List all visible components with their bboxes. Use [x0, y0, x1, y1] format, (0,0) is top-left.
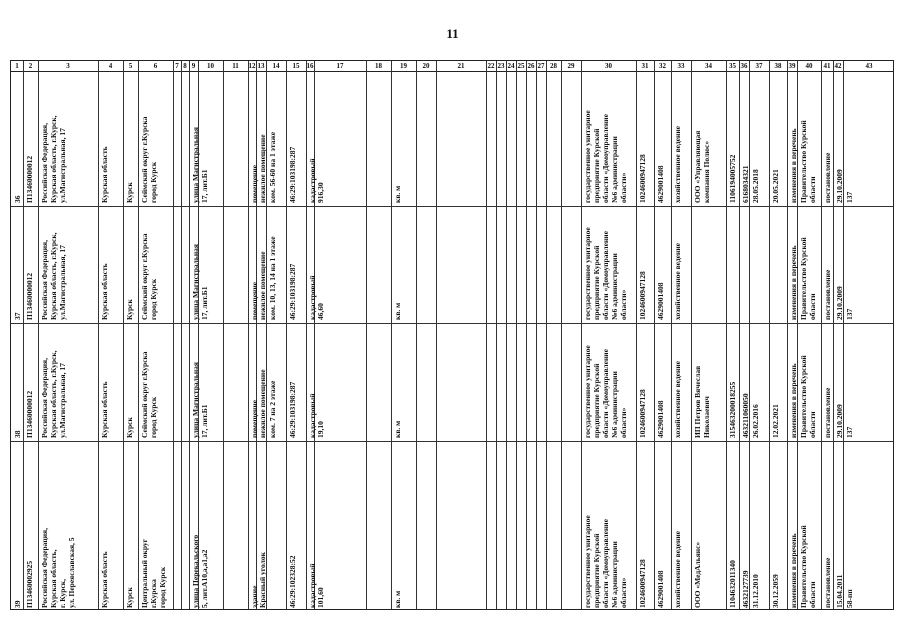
record-cadastral: 46:29:103198:287	[288, 381, 297, 438]
column-divider	[516, 61, 517, 609]
record-district: город Курск	[149, 278, 158, 320]
record-holder: области»	[619, 289, 628, 320]
record-contract_end: 12.02.2021	[771, 404, 780, 438]
record-type: здание	[250, 585, 259, 608]
column-number-10: 10	[207, 62, 214, 70]
record-street: улица Магистральная	[191, 127, 200, 203]
column-divider	[739, 61, 740, 609]
column-number-11: 11	[232, 62, 239, 70]
record-name: нежилое помещение	[258, 369, 267, 438]
record-unit: кв. м	[393, 302, 402, 320]
record-address: Российская Федерация,	[40, 123, 49, 203]
record-authority: Правительство Курской	[799, 355, 808, 438]
record-holder: области «Домоуправление	[601, 231, 610, 320]
record-district: Сеймский округ г.Курска	[140, 116, 149, 203]
column-divider	[23, 61, 24, 609]
record-region: Курская область	[100, 381, 109, 438]
record-district: Сеймский округ г.Курска	[140, 351, 149, 438]
record-name: Красный уголок	[258, 552, 267, 608]
column-number-25: 25	[517, 62, 525, 70]
column-number-23: 23	[497, 62, 505, 70]
record-city: Курск	[125, 417, 134, 438]
column-number-12: 12	[248, 62, 256, 70]
record-house: 17, лит.Б1	[200, 286, 209, 320]
record-authority: области	[808, 581, 817, 608]
column-divider	[561, 61, 562, 609]
record-act_date: 29.10.2009	[835, 404, 844, 438]
column-divider	[671, 61, 672, 609]
record-name: нежилое помещение	[258, 251, 267, 320]
column-divider	[654, 61, 655, 609]
column-divider	[581, 61, 582, 609]
record-city: Курск	[125, 587, 134, 608]
column-divider	[138, 61, 139, 609]
record-cadastral_type: кадастровый	[308, 393, 317, 438]
column-number-6: 6	[153, 62, 158, 70]
record-authority: области	[808, 411, 817, 438]
column-divider	[306, 61, 307, 609]
record-code: П13460000012	[25, 155, 34, 203]
record-act_date: 29.10.2009	[835, 169, 844, 203]
record-tenant: ООО «Управляющая	[693, 130, 702, 203]
record-city: Курск	[125, 299, 134, 320]
record-tenant: ИП Петров Вячеслав	[693, 365, 702, 438]
record-address: Российская Федерация,	[40, 358, 49, 438]
record-cadastral: 46:29:102328:52	[288, 555, 297, 608]
column-divider	[496, 61, 497, 609]
column-number-30: 30	[605, 62, 612, 70]
record-holder: №6 администрации	[610, 371, 619, 438]
record-area: 101,60	[316, 587, 325, 608]
record-code: П13460000012	[25, 390, 34, 438]
record-contract_start: 26.02.2016	[751, 404, 760, 438]
column-divider	[506, 61, 507, 609]
record-act_no: 137	[845, 308, 854, 320]
record-unit: кв. м	[393, 590, 402, 608]
record-inn: 4629001408	[656, 570, 665, 608]
column-number-37: 37	[755, 62, 763, 70]
record-code: П13460000012	[25, 272, 34, 320]
record-authority: Правительство Курской	[799, 525, 808, 608]
record-change: изменения в перечень	[789, 363, 798, 438]
row-divider	[11, 441, 893, 442]
column-divider	[248, 61, 249, 609]
record-authority: области	[808, 293, 817, 320]
record-change: изменения в перечень	[789, 533, 798, 608]
record-no: 37	[13, 312, 22, 320]
column-divider	[189, 61, 190, 609]
record-contract_end: 20.05.2021	[771, 169, 780, 203]
column-divider	[843, 61, 844, 609]
record-holder: предприятие Курской	[592, 128, 601, 203]
record-type: помещение	[250, 400, 259, 438]
record-tenant: Николаевич	[702, 396, 711, 438]
column-number-14: 14	[272, 62, 280, 70]
record-ogrn: 1024600947128	[638, 271, 647, 320]
record-holder: области»	[619, 407, 628, 438]
record-area: 916,30	[316, 182, 325, 203]
column-number-13: 13	[257, 62, 265, 70]
record-holder: области»	[619, 577, 628, 608]
record-holder: государственное унитарное	[583, 345, 592, 438]
column-number-26: 26	[527, 62, 535, 70]
record-holder: №6 администрации	[610, 541, 619, 608]
record-ogrn: 1024600947128	[638, 559, 647, 608]
record-holder: предприятие Курской	[592, 245, 601, 320]
record-tenant: ООО «МедАльянс»	[693, 541, 702, 608]
record-district: город Курск	[149, 161, 158, 203]
column-number-7: 7	[175, 62, 179, 70]
record-holder: государственное унитарное	[583, 515, 592, 608]
column-number-40: 40	[805, 62, 813, 70]
record-act_no: 58-пп	[845, 589, 854, 608]
column-number-header	[11, 61, 893, 72]
record-unit: кв. м	[393, 420, 402, 438]
record-house: 5, лит.А10,а,а1,а2	[200, 549, 209, 608]
record-inn: 4629001408	[656, 165, 665, 203]
record-cadastral_type: кадастровый	[308, 563, 317, 608]
column-divider	[787, 61, 788, 609]
column-number-39: 39	[788, 62, 796, 70]
record-cadastral_type: кадастровый	[308, 158, 317, 203]
column-divider	[416, 61, 417, 609]
record-address: ул.Магистральная, 17	[58, 128, 67, 203]
record-address: Курская область, г.Курск,	[49, 232, 58, 320]
record-inn: 4629001408	[656, 282, 665, 320]
column-number-22: 22	[487, 62, 495, 70]
record-district: Центральный округ	[140, 538, 149, 608]
record-act_type: постановление	[823, 387, 832, 438]
column-number-43: 43	[865, 62, 873, 70]
column-number-18: 18	[375, 62, 382, 70]
record-act_type: постановление	[823, 269, 832, 320]
column-divider	[833, 61, 834, 609]
column-divider	[436, 61, 437, 609]
record-cadastral_type: кадастровый	[308, 275, 317, 320]
column-divider	[526, 61, 527, 609]
row-divider	[11, 206, 893, 207]
record-tenant_ogrn: 315463200018255	[728, 381, 737, 438]
column-number-38: 38	[774, 62, 782, 70]
record-holder: области «Домоуправление	[601, 519, 610, 608]
record-act_date: 29.10.2009	[835, 286, 844, 320]
column-divider	[636, 61, 637, 609]
record-authority: области	[808, 176, 817, 203]
record-cadastral: 46:29:103198:287	[288, 263, 297, 320]
record-contract_start: 28.05.2018	[751, 169, 760, 203]
record-district: город Курск	[149, 396, 158, 438]
record-authority: Правительство Курской	[799, 237, 808, 320]
property-register-table	[10, 60, 894, 610]
record-no: 39	[13, 600, 22, 608]
column-number-33: 33	[677, 62, 685, 70]
record-region: Курская область	[100, 551, 109, 608]
column-number-29: 29	[567, 62, 575, 70]
record-name: нежилое помещение	[258, 134, 267, 203]
record-holder: области «Домоуправление	[601, 349, 610, 438]
record-area: 19,10	[316, 421, 325, 438]
column-number-16: 16	[306, 62, 314, 70]
record-street: улица Магистральная	[191, 244, 200, 320]
column-divider	[391, 61, 392, 609]
record-tenant: компания Полюс»	[702, 140, 711, 203]
column-divider	[546, 61, 547, 609]
record-no: 36	[13, 195, 22, 203]
record-right: хозяйственное ведение	[673, 243, 682, 320]
record-house: 17, лит.Б1	[200, 404, 209, 438]
record-no: 38	[13, 430, 22, 438]
column-divider	[821, 61, 822, 609]
record-act_date: 15.04.2011	[835, 574, 844, 608]
record-area: 46,60	[316, 303, 325, 320]
record-rooms: ком. 56-60 на 1 этаже	[268, 131, 277, 203]
record-change: изменения в перечень	[789, 128, 798, 203]
record-tenant_inn: 6168034321	[741, 165, 750, 203]
column-number-35: 35	[729, 62, 736, 70]
column-divider	[486, 61, 487, 609]
record-address: Курская область, г.Курск,	[49, 115, 58, 203]
record-holder: государственное унитарное	[583, 110, 592, 203]
record-address: ул.Магистральная, 17	[58, 363, 67, 438]
record-holder: №6 администрации	[610, 253, 619, 320]
record-type: помещение	[250, 282, 259, 320]
record-code: П13460002925	[25, 560, 34, 608]
record-act_type: постановление	[823, 557, 832, 608]
column-divider	[256, 61, 257, 609]
column-number-32: 32	[659, 62, 666, 70]
column-number-8: 8	[183, 62, 187, 70]
record-region: Курская область	[100, 146, 109, 203]
record-district: город Курск	[158, 566, 167, 608]
record-district: г.Курска	[149, 579, 158, 608]
column-number-17: 17	[336, 62, 344, 70]
record-holder: №6 администрации	[610, 136, 619, 203]
column-divider	[181, 61, 182, 609]
record-inn: 4629001408	[656, 400, 665, 438]
column-number-31: 31	[641, 62, 649, 70]
column-number-42: 42	[834, 62, 842, 70]
column-divider	[726, 61, 727, 609]
column-number-2: 2	[28, 62, 33, 70]
record-right: хозяйственное ведение	[673, 126, 682, 203]
record-address: Курская область, г.Курск,	[49, 350, 58, 438]
record-act_no: 137	[845, 191, 854, 203]
record-act_no: 137	[845, 426, 854, 438]
record-address: ул.Магистральная, 17	[58, 245, 67, 320]
column-number-20: 20	[422, 62, 430, 70]
record-ogrn: 1024600947128	[638, 154, 647, 203]
column-number-21: 21	[457, 62, 465, 70]
column-divider	[98, 61, 99, 609]
record-region: Курская область	[100, 263, 109, 320]
record-tenant_inn: 4632127739	[741, 570, 750, 608]
record-contract_end: 30.12.2059	[771, 574, 780, 608]
column-number-41: 41	[823, 62, 831, 70]
column-divider	[314, 61, 315, 609]
record-holder: области «Домоуправление	[601, 114, 610, 203]
record-authority: Правительство Курской	[799, 120, 808, 203]
column-number-24: 24	[507, 62, 515, 70]
record-address: Курская область,	[49, 549, 58, 608]
column-divider	[286, 61, 287, 609]
column-divider	[691, 61, 692, 609]
column-number-3: 3	[66, 62, 70, 70]
column-number-15: 15	[292, 62, 300, 70]
column-divider	[536, 61, 537, 609]
record-tenant_ogrn: 1104632011340	[728, 560, 737, 608]
record-type: помещение	[250, 165, 259, 203]
record-house: 17, лит.Б1	[200, 169, 209, 203]
record-right: хозяйственное ведение	[673, 361, 682, 438]
column-number-19: 19	[400, 62, 407, 70]
column-divider	[223, 61, 224, 609]
column-number-1: 1	[15, 62, 19, 70]
column-divider	[749, 61, 750, 609]
record-ogrn: 1024600947128	[638, 389, 647, 438]
record-city: Курск	[125, 182, 134, 203]
row-divider	[11, 323, 893, 324]
record-rooms: ком. 7 на 2 этаже	[268, 380, 277, 438]
record-street: улица Перекальского	[191, 534, 200, 608]
record-act_type: постановление	[823, 152, 832, 203]
record-address: Российская Федерация,	[40, 528, 49, 608]
page-number: 11	[446, 26, 459, 41]
column-divider	[769, 61, 770, 609]
column-number-34: 34	[705, 62, 712, 70]
record-holder: предприятие Курской	[592, 533, 601, 608]
record-holder: государственное унитарное	[583, 227, 592, 320]
record-contract_start: 31.12.2010	[751, 574, 760, 608]
record-address: г. Курск,	[58, 578, 67, 608]
record-unit: кв. м	[393, 185, 402, 203]
record-address: ул. Переяславская, 5	[67, 537, 76, 608]
column-number-28: 28	[550, 62, 557, 70]
column-divider	[38, 61, 39, 609]
record-right: хозяйственное ведение	[673, 531, 682, 608]
column-number-5: 5	[128, 62, 133, 70]
column-divider	[173, 61, 174, 609]
record-address: Российская Федерация,	[40, 240, 49, 320]
record-holder: предприятие Курской	[592, 363, 601, 438]
column-number-36: 36	[740, 62, 748, 70]
column-number-27: 27	[537, 62, 545, 70]
record-district: Сеймский округ г.Курска	[140, 233, 149, 320]
record-tenant_inn: 463211060050	[741, 393, 750, 438]
record-street: улица Магистральная	[191, 362, 200, 438]
record-tenant_ogrn: 1106194005752	[728, 154, 737, 203]
column-divider	[123, 61, 124, 609]
column-divider	[366, 61, 367, 609]
record-holder: области»	[619, 172, 628, 203]
record-cadastral: 46:29:103198:287	[288, 146, 297, 203]
record-change: изменения в перечень	[789, 245, 798, 320]
column-number-4: 4	[108, 62, 113, 70]
column-number-9: 9	[191, 62, 196, 70]
record-rooms: ком. 10, 13, 14 на 1 этаже	[268, 236, 277, 320]
